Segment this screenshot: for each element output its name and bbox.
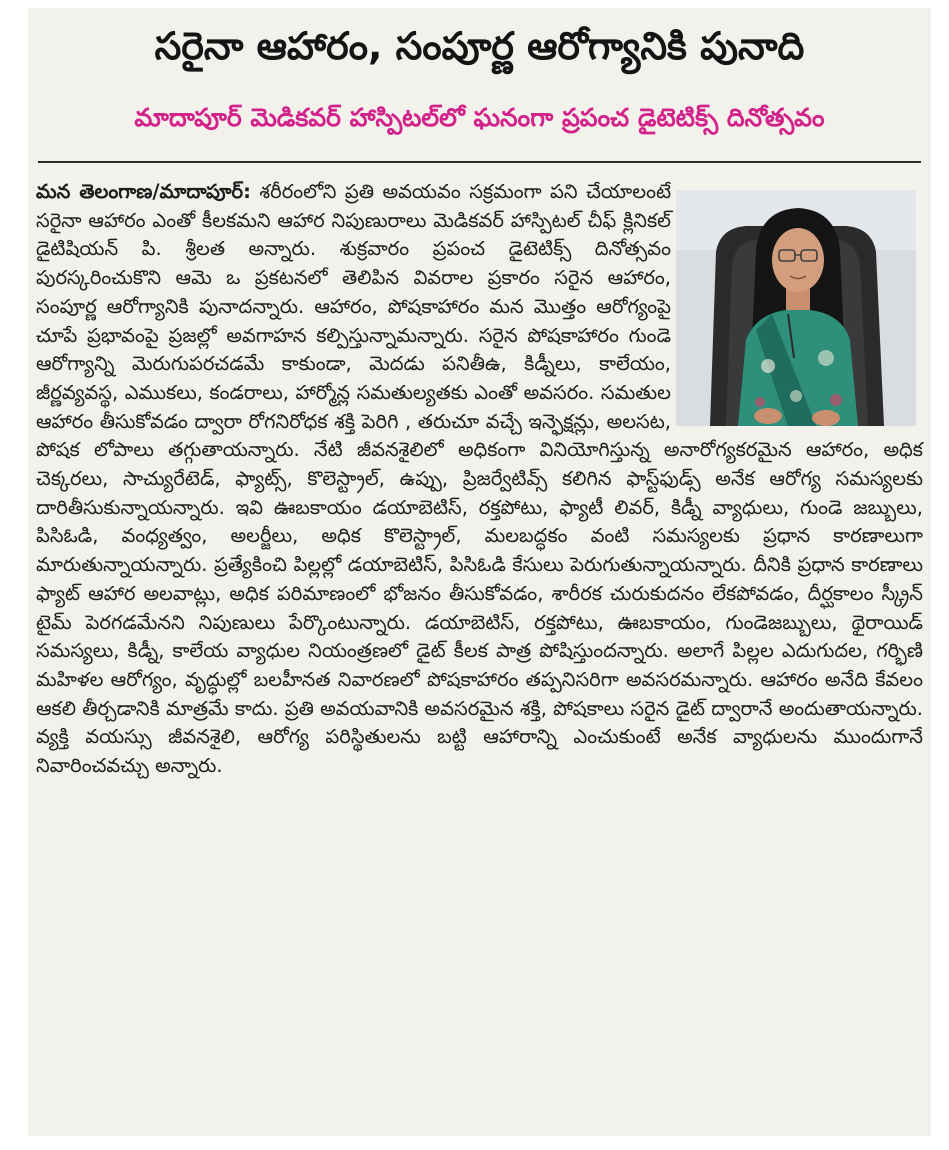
divider [38,161,921,163]
article-text: శరీరంలోని ప్రతి అవయవం సక్రమంగా పని చేయాలంటే సరైనా ఆహారం ఎంతో కీలకమని ఆహార నిపుణురాలు మెడికవర్ హాస్పిటల్ చీఫ్ క్లినికల్ డైటిషియన్ పి. శ్రీలత అన్నారు. శుక్రవారం ప్రపంచ డైటెటిక్స్ దినోత్సవం పురస్కరించుకొని ఆమె ఒ ప్రకటనలో తెలిపిన వివరాల ప్రకారం సరైన ఆహారం, సంపూర్ణ ఆరోగ్యానికి పునాదన్నారు. ఆహారం, పోషకాహారం మన మొత్తం ఆరోగ్యంపై చూపే ప్రభావంపై ప్రజల్లో అవగాహన కల్పిస్తున్నామన్నారు. సరైన పోషకాహారం గుండె ఆరోగ్యాన్ని మెరుగుపరచడమే కాకుండా, మెదడు పనితీఉ, కిడ్నీలు, కాలేయం, జీర్ణవ్యవస్థ, ఎముకలు, కండరాలు, హార్మోన్ల సమతుల్యతకు ఎంతో అవసరం. సమతుల ఆహారం తీసుకోవడం ద్వారా రోగనిరోధక శక్తి పెరిగి , తరుచూ వచ్చే ఇన్ఫెక్షన్లు, అలసట, పోషక లోపాలు తగ్గుతాయన్నారు. నేటి జీవనశైలిలో అధికంగా వినియోగిస్తున్న అనారోగ్యకరమైన ఆహారం, అధిక చెక్కరలు, సాచ్యురేటెడ్, ఫ్యాట్స్, కొలెస్ట్రాల్, ఉప్పు, ప్రిజర్వేటివ్స్ కలిగిన ఫాస్ట్‌ఫుడ్స్ అనేక ఆరోగ్య సమస్యలకు దారితీసుకున్నాయన్నారు. ఇవి ఊబకాయం డయాబెటిస్, రక్తపోటు, ఫ్యాటీ లివర్, కిడ్నీ వ్యాధులు, గుండె జబ్బులు, పిసిఓడి, వంధ్యత్వం, అలర్జీలు, అధిక కొలెస్ట్రాల్, మలబద్ధకం వంటి సమస్యలకు ప్రధాన కారణాలుగా మారుతున్నాయన్నారు. ప్రత్యేకించి పిల్లల్లో డయాబెటిస్, పిసిఓడి కేసులు పెరుగుతున్నాయన్నారు. దీనికి ప్రధాన కారణాలు ఫ్యాట్ ఆహార అలవాట్లు, అధిక పరిమాణంలో భోజనం తీసుకోవడం, శారీరక చురుకుదనం లేకపోవడం, దీర్ఘకాలం స్క్రీన్ టైమ్ పెరగడమేనని నిపుణులు పేర్కొంటున్నారు. డయాబెటిస్, రక్తపోటు, ఊబకాయం, గుండెజబ్బులు, థైరాయిడ్ సమస్యలు, కిడ్నీ, కాలేయ వ్యాధుల నియంత్రణలో డైట్ కీలక పాత్ర పోషిస్తుందన్నారు. అలాగే పిల్లల ఎదుగుదల, గర్భిణి మహిళల ఆరోగ్యం, వృద్ధుల్లో బలహీనత నివారణలో పోషకాహారం తప్పనిసరిగా అవసరమన్నారు. ఆహారం అనేది కేవలం ఆకలి తీర్చడానికి మాత్రమే కాదు. ప్రతి అవయవానికి అవసరమైన శక్తి, పోషకాలు సరైన డైట్ ద్వారానే అందుతాయన్నారు. వ్యక్తి వయస్సు జీవనశైలి, ఆరోగ్య పరిస్థితులను బట్టి ఆహారాన్ని ఎంచుకుంటే అనేక వ్యాధులను ముందుగానే నివారించవచ్చు అన్నారు. [36,180,923,778]
headline: సరైనా ఆహారం, సంపూర్ణ ఆరోగ్యానికి పునాది [154,24,805,68]
article-body [36,178,923,781]
photo-wrap-spacer [671,178,923,434]
dateline: మన తెలంగాణ/మాదాపూర్: [36,180,251,203]
newspaper-clipping [28,8,931,1136]
subheadline: మాదాపూర్ మెడికవర్ హాస్పిటల్‌లో ఘనంగా ప్రపంచ డైటెటిక్స్ దినోత్సవం [134,103,825,132]
